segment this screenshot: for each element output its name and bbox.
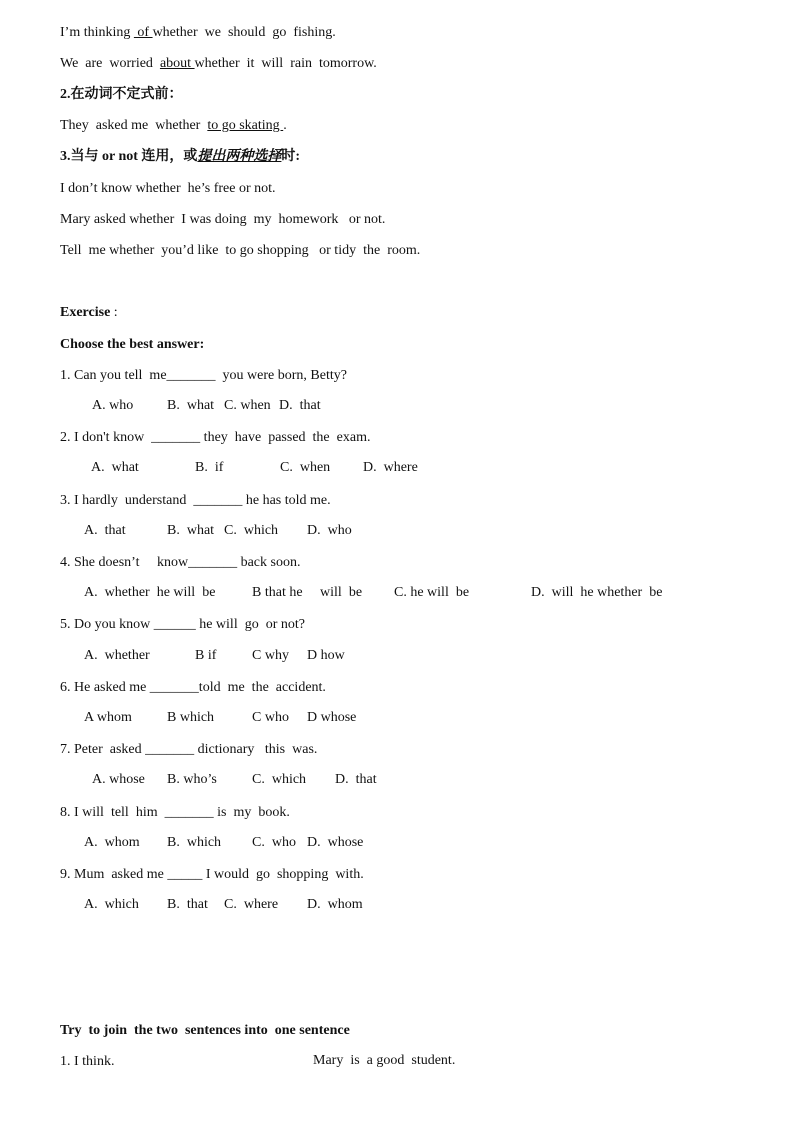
example-sentence: Mary asked whether I was doing my homework or not. <box>60 212 386 227</box>
answer-option: A. that <box>84 523 126 538</box>
question: 5. Do you know ______ he will go or not? <box>60 617 305 632</box>
answer-option: D how <box>307 648 345 663</box>
question: 4. She doesn’t know_______ back soon. <box>60 555 301 570</box>
join-item-right: Mary is a good student. <box>313 1053 456 1068</box>
exercise-label <box>60 304 118 322</box>
answer-option: C who <box>252 710 289 725</box>
example-sentence: I don’t know whether he’s free or not. <box>60 181 276 196</box>
answer-option: D. whose <box>307 835 364 850</box>
answer-option: B that he will be <box>252 585 363 600</box>
sentence-text: We are worried <box>60 56 160 71</box>
answer-option: A whom <box>84 710 132 725</box>
answer-option: B. if <box>195 460 224 475</box>
question: 3. I hardly understand _______ he has told me. <box>60 493 331 508</box>
answer-option: D. will he whether be <box>531 585 663 600</box>
underlined-word: to go skating <box>207 118 284 133</box>
question: 2. I don't know _______ they have passed the exam. <box>60 430 371 445</box>
answer-option: C. which <box>252 772 307 787</box>
underlined-word: about <box>159 56 195 71</box>
example-sentence <box>60 55 377 73</box>
answer-option: C. when <box>280 460 331 475</box>
sentence-text: They asked me whether <box>60 118 208 133</box>
answer-option: B. what <box>167 398 215 413</box>
sentence-text: I’m thinking <box>60 25 134 40</box>
answer-option: C. which <box>224 523 279 538</box>
join-item-left: 1. I think. <box>60 1054 115 1069</box>
answer-option: A. whether he will be <box>84 585 216 600</box>
answer-option: B which <box>167 710 215 725</box>
answer-option: A. which <box>84 897 139 912</box>
answer-option: D. whom <box>307 897 363 912</box>
sentence-text: whether we should go fishing. <box>152 25 336 40</box>
answer-option: A. who <box>92 398 134 413</box>
section-heading-3 <box>60 148 300 166</box>
section-heading-2: 2.在动词不定式前： <box>60 87 183 102</box>
answer-option: D. who <box>307 523 352 538</box>
instruction: Choose the best answer: <box>60 337 205 352</box>
answer-option: C why <box>252 648 289 663</box>
sentence-text: whether it will rain tomorrow. <box>194 56 377 71</box>
answer-option: D. where <box>363 460 418 475</box>
sentence-text: . <box>283 118 287 133</box>
answer-option: A. what <box>91 460 139 475</box>
question: 7. Peter asked _______ dictionary this was. <box>60 742 318 757</box>
answer-option: A. whose <box>92 772 145 787</box>
answer-option: D. that <box>279 398 321 413</box>
answer-option: B. that <box>167 897 208 912</box>
answer-option: B. what <box>167 523 215 538</box>
example-sentence: Tell me whether you’d like to go shopping or tidy the room. <box>60 243 421 258</box>
heading-text: 时: <box>281 149 301 164</box>
answer-option: C. he will be <box>394 585 470 600</box>
answer-option: B if <box>195 648 217 663</box>
answer-option: D. that <box>335 772 377 787</box>
exercise-colon: : <box>110 305 118 320</box>
example-sentence <box>60 24 336 42</box>
underlined-word: of <box>133 25 153 40</box>
answer-option: C. when <box>224 398 271 413</box>
answer-option: D whose <box>307 710 357 725</box>
heading-text: 3.当与 or not 连用，或 <box>60 149 198 164</box>
heading-emphasis: 提出两种选择 <box>197 149 282 164</box>
question: 1. Can you tell me_______ you were born, Betty? <box>60 368 347 383</box>
answer-option: B. which <box>167 835 222 850</box>
answer-option: B. who’s <box>167 772 217 787</box>
answer-option: A. whether <box>84 648 150 663</box>
question: 9. Mum asked me _____ I would go shopping with. <box>60 867 364 882</box>
question: 6. He asked me _______told me the accident. <box>60 680 326 695</box>
question: 8. I will tell him _______ is my book. <box>60 805 290 820</box>
answer-option: A. whom <box>84 835 140 850</box>
example-sentence <box>60 117 287 135</box>
exercise-title: Exercise <box>60 305 111 320</box>
answer-option: C. who <box>252 835 296 850</box>
join-heading: Try to join the two sentences into one sentence <box>60 1023 350 1038</box>
answer-option: C. where <box>224 897 279 912</box>
